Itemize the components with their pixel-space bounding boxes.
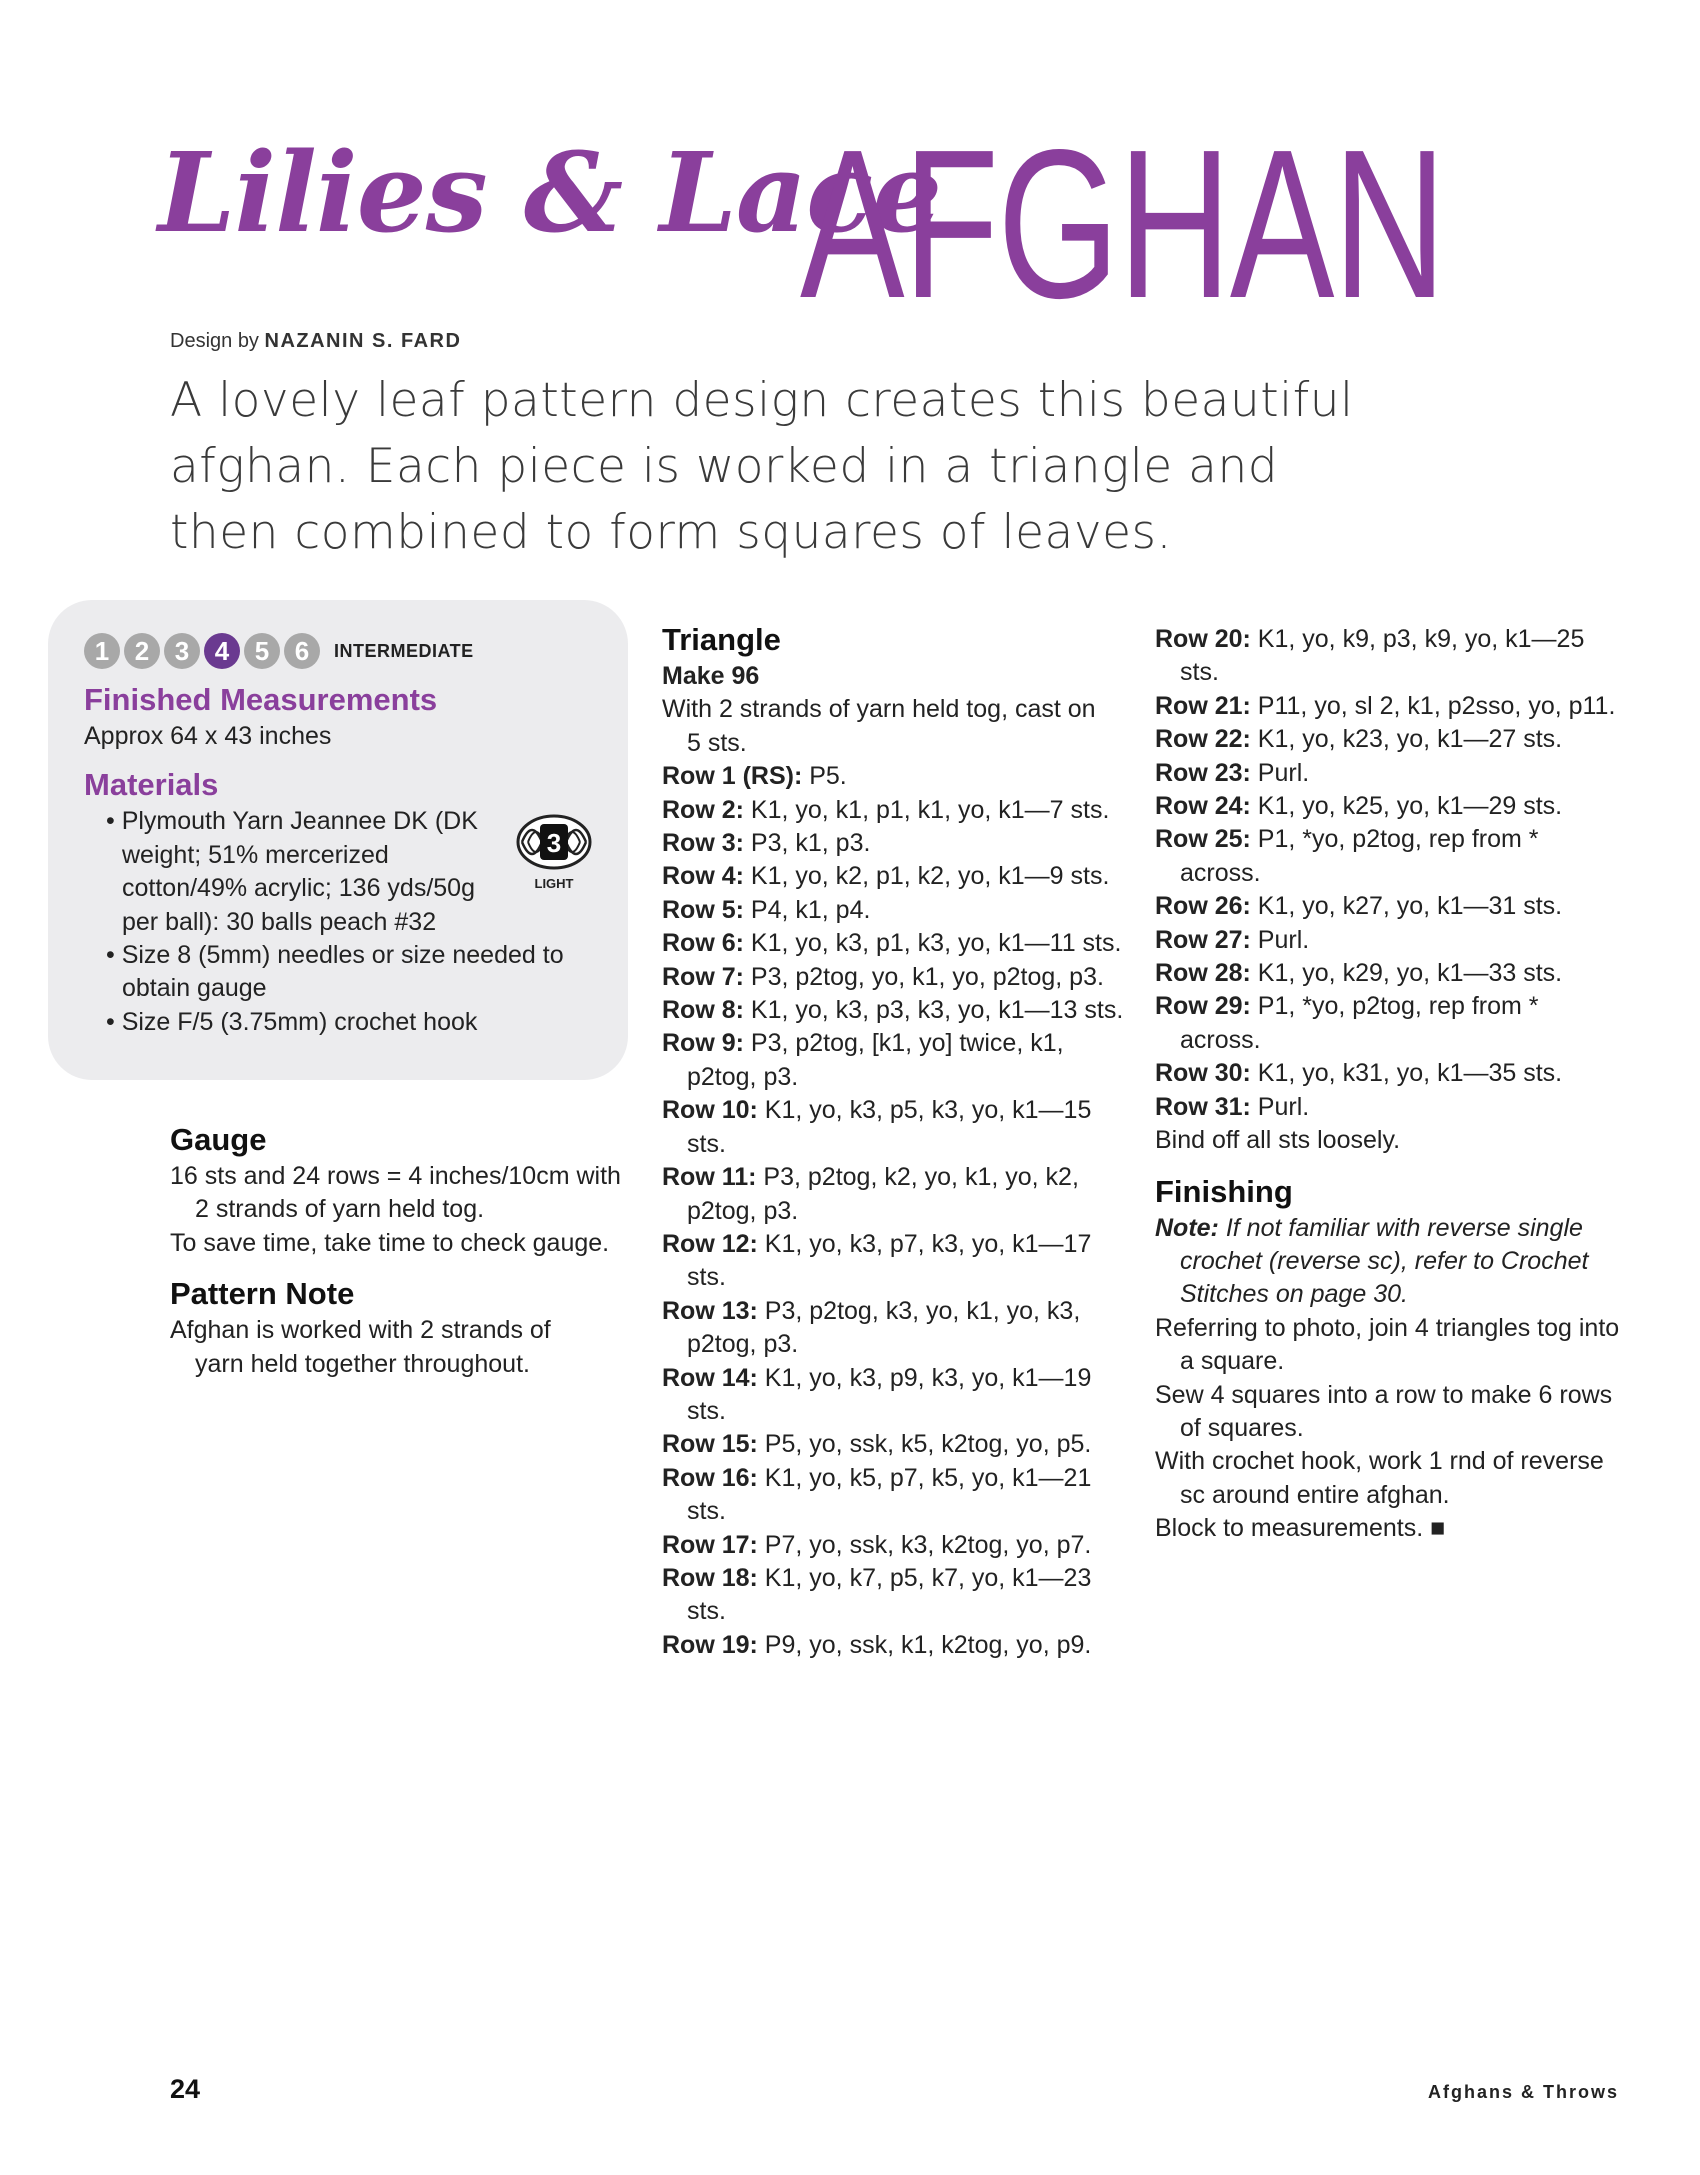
pattern-row — [1155, 924, 1625, 957]
row-label: Row 19: — [662, 1630, 758, 1659]
yarn-weight-label: LIGHT — [534, 876, 574, 891]
pattern-row — [662, 1562, 1132, 1629]
pattern-row — [662, 1228, 1132, 1295]
row-label: Row 28: — [1155, 959, 1251, 988]
row-instruction: P7, yo, ssk, k3, k2tog, yo, p7. — [757, 1530, 1092, 1559]
row-instruction: K1, yo, k5, p7, k5, yo, k1—21 sts. — [687, 1463, 1092, 1526]
pattern-row — [1155, 690, 1625, 723]
row-label: Row 6: — [662, 929, 744, 958]
row-label: Row 20: — [1155, 625, 1251, 653]
byline-prefix: Design by — [170, 330, 265, 352]
right-column — [1155, 623, 1625, 1546]
row-instruction: K1, yo, k7, p5, k7, yo, k1—23 sts. — [687, 1563, 1092, 1626]
row-instruction: K1, yo, k29, yo, k1—33 sts. — [1250, 959, 1563, 988]
row-label: Row 11: — [662, 1163, 757, 1192]
skill-level-circle: 2 — [124, 633, 160, 669]
pattern-row — [662, 827, 1132, 860]
row-label: Row 24: — [1155, 792, 1251, 821]
row-instruction: K1, yo, k3, p5, k3, yo, k1—15 sts. — [687, 1096, 1092, 1158]
materials-item: • Size 8 (5mm) needles or size needed to obtain gauge — [106, 941, 564, 1003]
row-instruction: P3, p2tog, k3, yo, k1, yo, k3, p2tog, p3. — [687, 1296, 1081, 1359]
triangle-column — [662, 620, 1132, 1662]
pattern-row — [662, 1161, 1132, 1228]
pattern-row — [662, 894, 1132, 927]
cast-on-text: With 2 strands of yarn held tog, cast on 5 sts. — [662, 695, 1096, 757]
row-instruction: P3, k1, p3. — [743, 829, 871, 858]
row-label: Row 27: — [1155, 925, 1251, 954]
gauge-line: 16 sts and 24 rows = 4 inches/10cm with 2 strands of yarn held tog. — [170, 1162, 621, 1224]
row-instruction: P1, *yo, p2tog, rep from * across. — [1180, 825, 1539, 887]
row-instruction: K1, yo, k3, p3, k3, yo, k1—13 sts. — [743, 996, 1124, 1025]
row-instruction: P5. — [802, 762, 847, 791]
row-instruction: K1, yo, k27, yo, k1—31 sts. — [1250, 892, 1563, 921]
skill-level-circle: 5 — [244, 633, 280, 669]
yarn-weight-icon — [512, 808, 596, 892]
skill-level-circle: 1 — [84, 633, 120, 669]
row-instruction: K1, yo, k3, p9, k3, yo, k1—19 sts. — [687, 1363, 1092, 1425]
skill-level-circle: 4 — [204, 633, 240, 669]
row-instruction: P3, p2tog, [k1, yo] twice, k1, p2tog, p3. — [687, 1029, 1064, 1091]
finishing-note-text: If not familiar with reverse single crochet (reverse sc), refer to Crochet Stitches on page 30. — [1180, 1213, 1589, 1309]
triangle-rows — [662, 760, 1132, 1662]
row-instruction: P4, k1, p4. — [743, 895, 871, 924]
pattern-row — [1155, 623, 1625, 690]
pattern-row — [1155, 1091, 1625, 1124]
row-instruction: K1, yo, k23, yo, k1—27 sts. — [1250, 725, 1563, 754]
end-mark: ■ — [1430, 1514, 1446, 1543]
row-label: Row 4: — [662, 862, 744, 891]
row-instruction: Purl. — [1250, 925, 1310, 954]
skill-level-circle: 3 — [164, 633, 200, 669]
row-label: Row 1 (RS): — [662, 762, 803, 791]
row-instruction: Purl. — [1250, 758, 1310, 787]
pattern-row — [662, 760, 1132, 793]
page-number: 24 — [170, 2074, 201, 2104]
title-main: AFGHAN — [800, 105, 1445, 342]
pattern-row — [1155, 723, 1625, 756]
skill-level-label: INTERMEDIATE — [334, 640, 474, 661]
row-label: Row 22: — [1155, 725, 1251, 754]
pattern-row — [1155, 957, 1625, 990]
pattern-row — [1155, 890, 1625, 923]
title-script: Lilies & Lace — [158, 128, 942, 257]
materials-heading: Materials — [84, 767, 219, 803]
pattern-row — [662, 1529, 1132, 1562]
pattern-row — [662, 1462, 1132, 1529]
pattern-note-text: Afghan is worked with 2 strands of yarn held together throughout. — [170, 1316, 551, 1378]
finishing-final — [1155, 1512, 1625, 1545]
finishing-note — [1155, 1212, 1625, 1312]
finishing-line: With crochet hook, work 1 rnd of reverse sc around entire afghan. — [1155, 1447, 1604, 1509]
row-label: Row 14: — [662, 1363, 758, 1392]
pattern-row — [662, 794, 1132, 827]
gauge-section — [170, 1120, 640, 1381]
row-label: Row 26: — [1155, 892, 1251, 921]
row-instruction: K1, yo, k9, p3, k9, yo, k1—25 sts. — [1180, 625, 1585, 687]
skill-level-circle: 6 — [284, 633, 320, 669]
row-label: Row 9: — [662, 1029, 744, 1058]
row-label: Row 15: — [662, 1430, 758, 1459]
bind-off-text: Bind off all sts loosely. — [1155, 1126, 1401, 1155]
row-label: Row 29: — [1155, 992, 1251, 1021]
skill-level — [84, 632, 474, 670]
row-instruction: K1, yo, k2, p1, k2, yo, k1—9 sts. — [743, 862, 1110, 891]
pattern-row — [1155, 823, 1625, 890]
row-label: Row 5: — [662, 895, 744, 924]
finishing-line: Block to measurements. — [1155, 1514, 1424, 1543]
row-label: Row 13: — [662, 1296, 758, 1325]
finishing-heading: Finishing — [1155, 1173, 1293, 1209]
finished-text: Approx 64 x 43 inches — [84, 722, 332, 750]
materials-item: • Plymouth Yarn Jeannee DK (DK weight; 51% mercerized cotton/49% acrylic; 136 yds/50g per ball): 30 balls peach #32 — [106, 807, 478, 936]
triangle-rows-continued — [1155, 623, 1625, 1124]
section-footer: Afghans & Throws — [1428, 2082, 1620, 2102]
designer-name: NAZANIN S. FARD — [264, 330, 462, 352]
pattern-row — [1155, 1057, 1625, 1090]
pattern-row — [662, 1295, 1132, 1362]
triangle-heading: Triangle — [662, 622, 781, 657]
row-label: Row 8: — [662, 996, 744, 1025]
row-instruction: K1, yo, k3, p1, k3, yo, k1—11 sts. — [743, 929, 1122, 958]
row-label: Row 2: — [662, 795, 744, 824]
row-label: Row 16: — [662, 1463, 758, 1492]
row-label: Row 7: — [662, 962, 744, 991]
row-instruction: K1, yo, k1, p1, k1, yo, k1—7 sts. — [743, 795, 1110, 824]
row-label: Row 17: — [662, 1530, 758, 1559]
row-instruction: Purl. — [1250, 1092, 1310, 1121]
triangle-make: Make 96 — [662, 662, 760, 690]
byline — [170, 330, 461, 353]
row-instruction: P11, yo, sl 2, k1, p2sso, yo, p11. — [1250, 691, 1616, 720]
row-instruction: P5, yo, ssk, k5, k2tog, yo, p5. — [757, 1430, 1092, 1459]
pattern-row — [662, 927, 1132, 960]
finishing-line: Sew 4 squares into a row to make 6 rows of squares. — [1155, 1380, 1613, 1442]
finishing-line: Referring to photo, join 4 triangles tog into a square. — [1155, 1313, 1620, 1376]
finishing-note-label: Note: — [1155, 1213, 1219, 1242]
pattern-row — [662, 1629, 1132, 1662]
row-instruction: P1, *yo, p2tog, rep from * across. — [1180, 992, 1539, 1054]
row-instruction: P9, yo, ssk, k1, k2tog, yo, p9. — [757, 1630, 1092, 1659]
row-label: Row 3: — [662, 829, 744, 858]
pattern-row — [662, 860, 1132, 893]
row-label: Row 30: — [1155, 1059, 1251, 1088]
row-label: Row 25: — [1155, 825, 1251, 854]
pattern-row — [1155, 790, 1625, 823]
gauge-line: To save time, take time to check gauge. — [170, 1228, 610, 1257]
pattern-row — [662, 1428, 1132, 1461]
row-instruction: P3, p2tog, yo, k1, yo, p2tog, p3. — [743, 962, 1104, 991]
row-instruction: K1, yo, k25, yo, k1—29 sts. — [1250, 792, 1563, 821]
pattern-row — [662, 961, 1132, 994]
pattern-row — [662, 1094, 1132, 1161]
finished-heading: Finished Measurements — [84, 682, 438, 717]
row-label: Row 10: — [662, 1096, 758, 1125]
pattern-row — [1155, 757, 1625, 790]
row-label: Row 23: — [1155, 758, 1251, 787]
gauge-heading: Gauge — [170, 1122, 267, 1157]
row-instruction: K1, yo, k3, p7, k3, yo, k1—17 sts. — [687, 1229, 1092, 1292]
pattern-row — [662, 1027, 1132, 1094]
yarn-weight-number: 3 — [546, 828, 562, 858]
materials-item: • Size F/5 (3.75mm) crochet hook — [106, 1007, 478, 1036]
intro-paragraph: A lovely leaf pattern design creates this beautiful afghan. Each piece is worked in a triangle and then combined to form squares of leaves. — [170, 373, 1354, 560]
pattern-row — [662, 994, 1132, 1027]
pattern-note-heading: Pattern Note — [170, 1276, 355, 1312]
row-label: Row 12: — [662, 1229, 758, 1258]
row-label: Row 31: — [1155, 1092, 1251, 1121]
pattern-row — [662, 1362, 1132, 1429]
row-instruction: K1, yo, k31, yo, k1—35 sts. — [1250, 1059, 1563, 1088]
pattern-row — [1155, 990, 1625, 1057]
row-label: Row 18: — [662, 1563, 758, 1592]
row-instruction: P3, p2tog, k2, yo, k1, yo, k2, p2tog, p3. — [687, 1163, 1079, 1225]
row-label: Row 21: — [1155, 691, 1251, 720]
